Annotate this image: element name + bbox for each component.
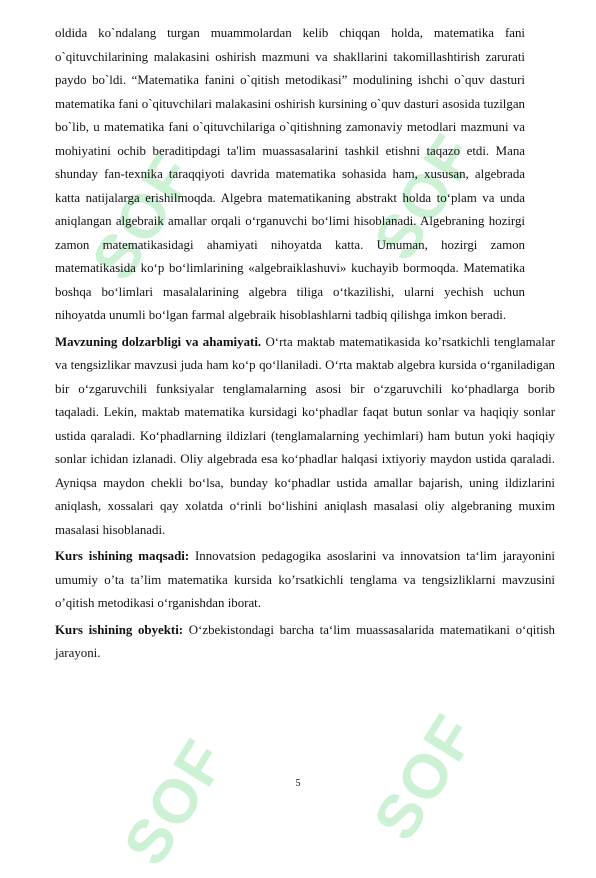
paragraph-text: O‘rta maktab matematikasida ko’rsatkichli tenglamalar va tengsizlikar mavzusi juda ham ko‘p qo‘llaniladi. O‘rta maktab algebra kursida o‘rganiladigan bir o‘zgaruvchili funksiyalar tenglamalarning asosi bir o‘zgaruvchili ko‘phadlarga borib taqaladi. Lekin, maktab matematika kursidagi ko‘phadlar faqat butun sonlar va haqiqiy sonlar ustida qaraladi. Ko‘phadlarning ildizlari (tenglamalarning yechimlari) ham butun yoki haqiqiy sonlar ichidan izlanadi. Oliy algebrada esa ko‘phadlar halqasi ixtiyoriy maydon ustida qaraladi. Ayniqsa maydon chekli bo‘lsa, bunday ko‘phadlar ustida amallar bajarish, uning ildizlarini aniqlash, xossalari qay xolatda o‘rinli bo‘lishini aniqlash masalasi oliy algebraning muxim masalasi hisoblanadi. bbox=[55, 334, 555, 537]
paragraph-goal bbox=[55, 545, 555, 616]
paragraph-text: oldida ko`ndalang turgan muammolardan kelib chiqqan holda, matematika fani o`qituvchilarining malakasini oshirish mazmuni va shakllarini takomillashtirish zarurati paydo bo`ldi. “Matematika fanini o`qitish metodikasi” modulining ishchi o`quv dasturi matematika fani o`qituvchilari malakasini oshirish kursining o`quv dasturi asosida tuzilgan bo`lib, u matematika fani o`qituvchilariga o`qitishning zamonaviy metodlari mazmuni va mohiyatini ochib beraditipdagi ta'lim muassasalarini tashkil etishni taqazo etdi. Mana shunday fan-texnika taraqqiyoti davrida matematika sohasida ham, xususan, algebrada katta natijalarga erishilmoqda. Algebra matematikaning abstrakt holda to‘plam va unda aniqlangan algebraik amallar orqali o‘rganuvchi bo‘limi hisoblanadi. Algebraning hozirgi zamon matematikasidagi ahamiyati nihoyatda katta. Umuman, hozirgi zamon matematikasida ko‘p bo‘limlarining «algebraiklashuvi» kuchayib bormoqda. Matematika boshqa bo‘limlari masalalarining algebra tiliga o‘tkazilishi, ularni yechish uchun nihoyatda unumli bo‘lgan farmal algebraik hisoblashlarni tadbiq qilishga imkon beradi. bbox=[55, 26, 525, 322]
watermark-logo: SOF bbox=[360, 702, 491, 853]
watermark-logo: SOF bbox=[78, 142, 209, 293]
watermark-logo: SOF bbox=[110, 727, 241, 878]
paragraph-heading: Kurs ishining maqsadi: bbox=[55, 549, 190, 563]
page-number: 5 bbox=[295, 778, 301, 789]
paragraph-relevance bbox=[55, 331, 555, 543]
paragraph-intro bbox=[55, 22, 525, 328]
paragraph-text: O‘zbekistondagi barcha ta‘lim muassasalarida matematikani o‘qitish jarayoni. bbox=[55, 622, 555, 660]
paragraph-text: Innovatsion pedagogika asoslarini va innovatsion ta‘lim jarayonini umumiy o’ta ta’lim matematika kursida ko’rsatkichli tenglama va tengsizliklarni mavzusini o’qitish metodikasi o‘rganishdan iborat. bbox=[55, 549, 555, 610]
watermark-logo: SOF bbox=[360, 122, 491, 273]
paragraph-heading: Kurs ishining obyekti: bbox=[55, 622, 184, 637]
document-body bbox=[55, 22, 555, 666]
paragraph-object bbox=[55, 619, 555, 666]
paragraph-heading: Mavzuning dolzarbligi va ahamiyati. bbox=[55, 334, 262, 349]
